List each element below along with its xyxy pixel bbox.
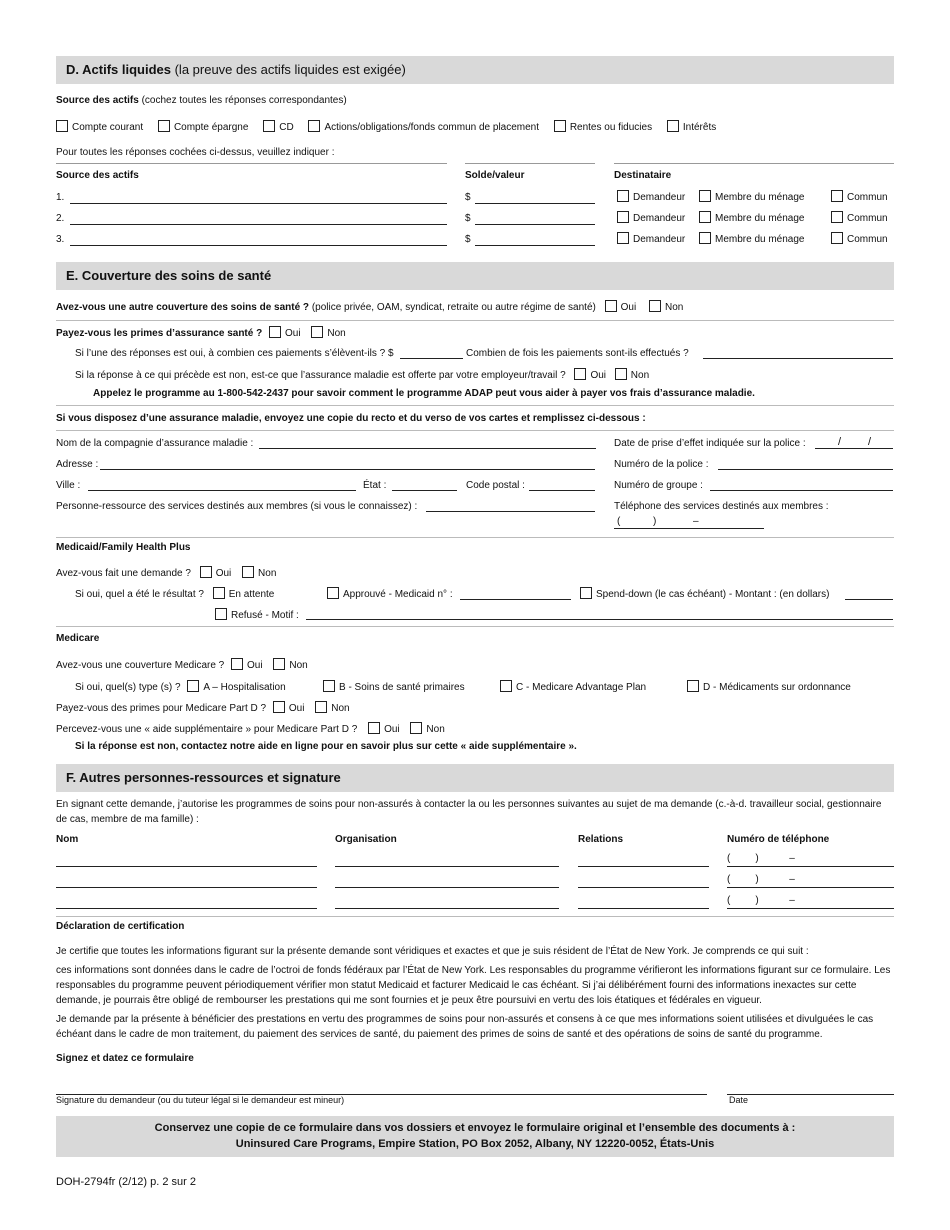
recipient-demandeur[interactable]: Demandeur bbox=[617, 211, 685, 224]
certification-p2: ces informations sont données dans le cadre de l’octroi de fonds fédéraux par l’État de New York. Les responsables du programme vérifieront les informations figurant sur ce formulaire. Les responsables du programme peuvent périodiquement vérifier mon statut Medicaid et facturer Medicaid le cas échéant. Si j’ai délibérément fourni des informations inexactes sur cette demande, je pourrais être obligé de rembourser les prestations qui me sont fournies et je peux être poursuivi en vertu des lois étatiques et fédérales en vigueur. bbox=[56, 965, 891, 1006]
contact-label: Personne-ressource des services destinés aux membres (si vous le connaissez) : bbox=[56, 501, 418, 512]
medicaid-approved[interactable]: Approuvé - Medicaid n° : bbox=[327, 587, 453, 600]
recipient-menage[interactable]: Membre du ménage bbox=[699, 190, 805, 203]
zip-field[interactable] bbox=[529, 490, 595, 491]
contact-name-field[interactable] bbox=[56, 908, 317, 909]
recipient-demandeur[interactable]: Demandeur bbox=[617, 232, 685, 245]
medicaid-applied-no[interactable]: Non bbox=[242, 568, 276, 579]
medicare-yes[interactable]: Oui bbox=[231, 660, 263, 671]
member-phone-label: Téléphone des services destinés aux membres : bbox=[614, 501, 829, 512]
footer-line1: Conservez une copie de ce formulaire dans vos dossiers et envoyez le formulaire original et l’ensemble des documents à : bbox=[154, 1122, 796, 1134]
medicaid-number-field[interactable] bbox=[460, 599, 571, 600]
section-d-title: D. Actifs liquides bbox=[66, 62, 171, 77]
contact-phone-field[interactable] bbox=[727, 866, 894, 867]
footer-mailing bbox=[56, 1116, 894, 1157]
medicaid-pending[interactable]: En attente bbox=[213, 589, 275, 600]
asset-options bbox=[56, 120, 716, 133]
medicare-question: Avez-vous une couverture Medicare ? Oui Non bbox=[56, 660, 308, 671]
medicare-no[interactable]: Non bbox=[273, 660, 307, 671]
contact-name-field[interactable] bbox=[56, 887, 317, 888]
extra-help-no[interactable]: Non bbox=[410, 724, 444, 735]
employer-yes[interactable]: Oui bbox=[574, 370, 606, 381]
checkbox-actions[interactable]: Actions/obligations/fonds commun de placement bbox=[308, 122, 539, 133]
contact-org-field[interactable] bbox=[335, 866, 559, 867]
other-coverage-no[interactable]: Non bbox=[649, 302, 683, 313]
medicaid-applied-question: Avez-vous fait une demande ? Oui Non bbox=[56, 568, 277, 579]
contact-phone-mask: ( ) – bbox=[727, 895, 795, 906]
contact-relation-field[interactable] bbox=[578, 866, 709, 867]
partd-premium-question: Payez-vous des primes pour Medicare Part D ? Oui Non bbox=[56, 703, 350, 714]
medicaid-refused[interactable]: Refusé - Motif : bbox=[215, 608, 299, 621]
partd-premium-yes[interactable]: Oui bbox=[273, 703, 305, 714]
checkbox-compte-epargne[interactable]: Compte épargne bbox=[158, 122, 249, 133]
phone-dash: – bbox=[693, 516, 699, 527]
asset-source-field[interactable] bbox=[70, 224, 447, 225]
contact-phone-field[interactable] bbox=[727, 887, 894, 888]
address-field[interactable] bbox=[100, 469, 595, 470]
section-f-title: F. Autres personnes-ressources et signature bbox=[66, 770, 341, 785]
signature-label: Signature du demandeur (ou du tuteur légal si le demandeur est mineur) bbox=[56, 1095, 345, 1105]
group-number-label: Numéro de groupe : bbox=[614, 480, 703, 491]
checkbox-compte-courant[interactable]: Compte courant bbox=[56, 122, 143, 133]
checkbox-interets[interactable]: Intérêts bbox=[667, 122, 716, 133]
contact-phone-field[interactable] bbox=[727, 908, 894, 909]
section-f-header bbox=[56, 764, 894, 792]
other-coverage-yes[interactable]: Oui bbox=[605, 302, 637, 313]
frequency-field[interactable] bbox=[703, 358, 893, 359]
col-phone: Numéro de téléphone bbox=[727, 834, 830, 845]
contact-phone-mask: ( ) – bbox=[727, 874, 795, 885]
premiums-no[interactable]: Non bbox=[311, 328, 345, 339]
amount-question: Si l’une des réponses est oui, à combien ces paiements s’élèvent-ils ? $ bbox=[75, 348, 394, 359]
sign-title: Signez et datez ce formulaire bbox=[56, 1053, 194, 1064]
checkbox-cd[interactable]: CD bbox=[263, 122, 293, 133]
certification-title: Déclaration de certification bbox=[56, 921, 185, 932]
col-organization: Organisation bbox=[335, 834, 397, 845]
contact-phone-mask: ( ) – bbox=[727, 853, 795, 864]
extra-help-note: Si la réponse est non, contactez notre aide en ligne pour en savoir plus sur cette « aide supplémentaire ». bbox=[75, 741, 577, 752]
asset-source-field[interactable] bbox=[70, 245, 447, 246]
policy-number-field[interactable] bbox=[718, 469, 893, 470]
other-coverage-question: Avez-vous une autre couverture des soins de santé ? (police privée, OAM, syndicat, retraite ou autre régime de santé) Oui Non bbox=[56, 302, 684, 313]
asset-balance-field[interactable] bbox=[475, 203, 595, 204]
policy-number-label: Numéro de la police : bbox=[614, 459, 709, 470]
medicaid-spenddown[interactable]: Spend-down (le cas échéant) - Montant : (en dollars) bbox=[580, 587, 829, 600]
employer-no[interactable]: Non bbox=[615, 370, 649, 381]
city-field[interactable] bbox=[88, 490, 356, 491]
contact-org-field[interactable] bbox=[335, 887, 559, 888]
recipient-menage[interactable]: Membre du ménage bbox=[699, 232, 805, 245]
address-label: Adresse : bbox=[56, 459, 99, 470]
medicare-type-b[interactable]: B - Soins de santé primaires bbox=[323, 680, 465, 693]
medicare-type-a[interactable]: A – Hospitalisation bbox=[187, 682, 285, 693]
contact-field[interactable] bbox=[426, 511, 595, 512]
col-balance: Solde/valeur bbox=[465, 170, 525, 181]
certification-p1: Je certifie que toutes les informations figurant sur la présente demande sont véridiques et exactes et que je suis résident de l’État de New York. Je comprends ce qui suit : bbox=[56, 946, 809, 957]
asset-source-label: Source des actifs (cochez toutes les réponses correspondantes) bbox=[56, 95, 347, 106]
effective-date-field[interactable] bbox=[815, 448, 893, 449]
medicaid-applied-yes[interactable]: Oui bbox=[200, 568, 232, 579]
recipient-commun[interactable]: Commun bbox=[831, 211, 888, 224]
contact-org-field[interactable] bbox=[335, 908, 559, 909]
footer-line2: Uninsured Care Programs, Empire Station, PO Box 2052, Albany, NY 12220-0052, États-Unis bbox=[235, 1138, 715, 1150]
recipient-commun[interactable]: Commun bbox=[831, 232, 888, 245]
medicare-type-d[interactable]: D - Médicaments sur ordonnance bbox=[687, 680, 851, 693]
extra-help-yes[interactable]: Oui bbox=[368, 724, 400, 735]
employer-question: Si la réponse à ce qui précède est non, est-ce que l’assurance maladie est offerte par votre employeur/travail ? Oui Non bbox=[75, 370, 650, 381]
member-phone-field[interactable] bbox=[614, 528, 764, 529]
date-separator: / bbox=[868, 436, 872, 448]
asset-source-field[interactable] bbox=[70, 203, 447, 204]
section-d-subtitle: (la preuve des actifs liquides est exigée) bbox=[170, 62, 406, 77]
section-d-header bbox=[56, 56, 894, 84]
date-field[interactable] bbox=[727, 1094, 894, 1095]
state-field[interactable] bbox=[392, 490, 457, 491]
date-separator: / bbox=[838, 436, 842, 448]
premiums-question: Payez-vous les primes d’assurance santé ? Oui Non bbox=[56, 328, 346, 339]
group-number-field[interactable] bbox=[710, 490, 893, 491]
date-label: Date bbox=[729, 1095, 749, 1105]
form-id: DOH-2794fr (2/12) p. 2 sur 2 bbox=[56, 1176, 197, 1188]
contact-name-field[interactable] bbox=[56, 866, 317, 867]
col-name: Nom bbox=[56, 834, 79, 845]
company-field[interactable] bbox=[259, 448, 596, 449]
premiums-yes[interactable]: Oui bbox=[269, 328, 301, 339]
medicare-types-question: Si oui, quel(s) type (s) ? A – Hospitalisation bbox=[75, 682, 286, 693]
refused-reason-field[interactable] bbox=[306, 619, 893, 620]
spenddown-amount-field[interactable] bbox=[845, 599, 893, 600]
checkbox-rentes[interactable]: Rentes ou fiducies bbox=[554, 122, 652, 133]
col-relations: Relations bbox=[578, 834, 624, 845]
city-label: Ville : bbox=[56, 480, 81, 491]
recipient-menage[interactable]: Membre du ménage bbox=[699, 211, 805, 224]
authorize-text: En signant cette demande, j’autorise les programmes de soins pour non-assurés à contacter la ou les personnes suivantes au sujet de ma demande (c.-à-d. travailleur social, gestionnaire de cas, membre de ma famille) : bbox=[56, 799, 882, 825]
asset-balance-field[interactable] bbox=[475, 224, 595, 225]
medicare-title: Medicare bbox=[56, 633, 100, 644]
insurance-instructions: Si vous disposez d’une assurance maladie, envoyez une copie du recto et du verso de vos cartes et remplissez ci-dessous : bbox=[56, 413, 646, 424]
effective-date-label: Date de prise d’effet indiquée sur la police : bbox=[614, 438, 806, 449]
zip-label: Code postal : bbox=[466, 480, 525, 491]
member-phone-parens: ( bbox=[617, 516, 621, 527]
certification-p3: Je demande par la présente à bénéficier des prestations en vertu des programmes de soins pour non-assurés et consens à ce que mes informations soient utilisées et divulguées le cas échéant dans le cadre de mon traitement, du paiement des services de santé, du paiement des primes de soins de santé et des opérations de soins de santé du programme. bbox=[56, 1014, 874, 1040]
call-adap-note: Appelez le programme au 1-800-542-2437 pour savoir comment le programme ADAP peut vous aider à payer vos frais d’assurance maladie. bbox=[93, 388, 755, 399]
state-label: État : bbox=[363, 480, 387, 491]
recipient-demandeur[interactable]: Demandeur bbox=[617, 190, 685, 203]
phone-paren-close: ) bbox=[653, 516, 657, 527]
medicaid-title: Medicaid/Family Health Plus bbox=[56, 542, 191, 553]
recipient-commun[interactable]: Commun bbox=[831, 190, 888, 203]
amount-field[interactable] bbox=[400, 358, 463, 359]
medicaid-result-question: Si oui, quel a été le résultat ? En attente bbox=[75, 589, 275, 600]
frequency-question: Combien de fois les paiements sont-ils effectués ? bbox=[466, 348, 689, 359]
extra-help-question: Percevez-vous une « aide supplémentaire » pour Medicare Part D ? Oui Non bbox=[56, 724, 445, 735]
col-recipient: Destinataire bbox=[614, 170, 672, 181]
partd-premium-no[interactable]: Non bbox=[315, 703, 349, 714]
indicate-text: Pour toutes les réponses cochées ci-dessus, veuillez indiquer : bbox=[56, 147, 335, 158]
col-source: Source des actifs bbox=[56, 170, 139, 181]
section-e-title: E. Couverture des soins de santé bbox=[66, 268, 272, 283]
section-e-header bbox=[56, 262, 894, 290]
company-label: Nom de la compagnie d’assurance maladie : bbox=[56, 438, 254, 449]
contact-relation-field[interactable] bbox=[578, 908, 709, 909]
contact-relation-field[interactable] bbox=[578, 887, 709, 888]
medicare-type-c[interactable]: C - Medicare Advantage Plan bbox=[500, 680, 646, 693]
asset-balance-field[interactable] bbox=[475, 245, 595, 246]
